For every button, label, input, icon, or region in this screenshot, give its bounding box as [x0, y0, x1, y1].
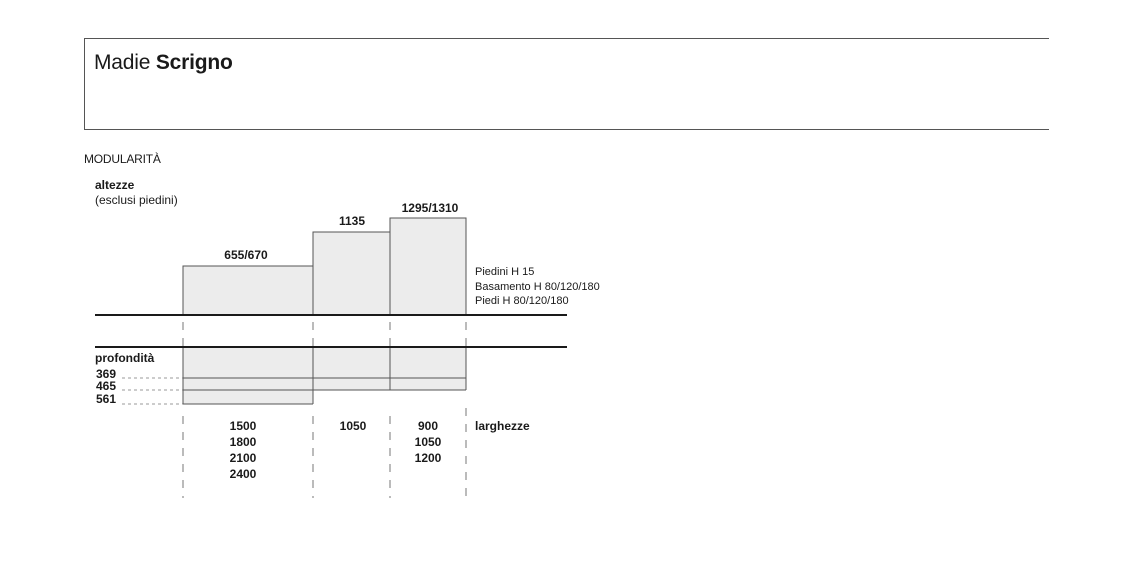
plan-band-465 — [183, 378, 466, 390]
module-1-elevation — [183, 266, 313, 315]
width-col3-2: 1200 — [414, 451, 442, 465]
depth-label: profondità — [95, 351, 155, 365]
note-basamento: Basamento H 80/120/180 — [475, 281, 600, 293]
width-col1-0: 1500 — [229, 419, 257, 433]
depth-465: 465 — [96, 379, 117, 393]
module-3-height-label: 1295/1310 — [401, 201, 459, 215]
width-col1-3: 2400 — [229, 467, 257, 481]
title-bold: Scrigno — [155, 51, 233, 74]
width-col1-2: 2100 — [229, 451, 257, 465]
width-col2-0: 1050 — [339, 419, 367, 433]
note-piedini: Piedini H 15 — [475, 266, 535, 278]
module-2-elevation — [313, 232, 390, 315]
module-1-height-label: 655/670 — [224, 248, 268, 262]
note-piedi: Piedi H 80/120/180 — [475, 295, 569, 307]
plan-band-561 — [183, 390, 313, 404]
heights-sublabel: (esclusi piedini) — [95, 193, 178, 207]
module-3-elevation — [390, 218, 466, 315]
section-title: MODULARITÀ — [84, 152, 161, 166]
plan-band-369 — [183, 347, 466, 378]
width-col1-1: 1800 — [229, 435, 257, 449]
width-col3-1: 1050 — [414, 435, 442, 449]
depth-369: 369 — [96, 367, 117, 381]
depth-561: 561 — [96, 392, 117, 406]
module-2-height-label: 1135 — [338, 214, 366, 228]
widths-label: larghezze — [475, 419, 530, 433]
title-light: Madie — [94, 51, 151, 74]
heights-label: altezze — [95, 178, 135, 192]
width-col3-0: 900 — [417, 419, 439, 433]
